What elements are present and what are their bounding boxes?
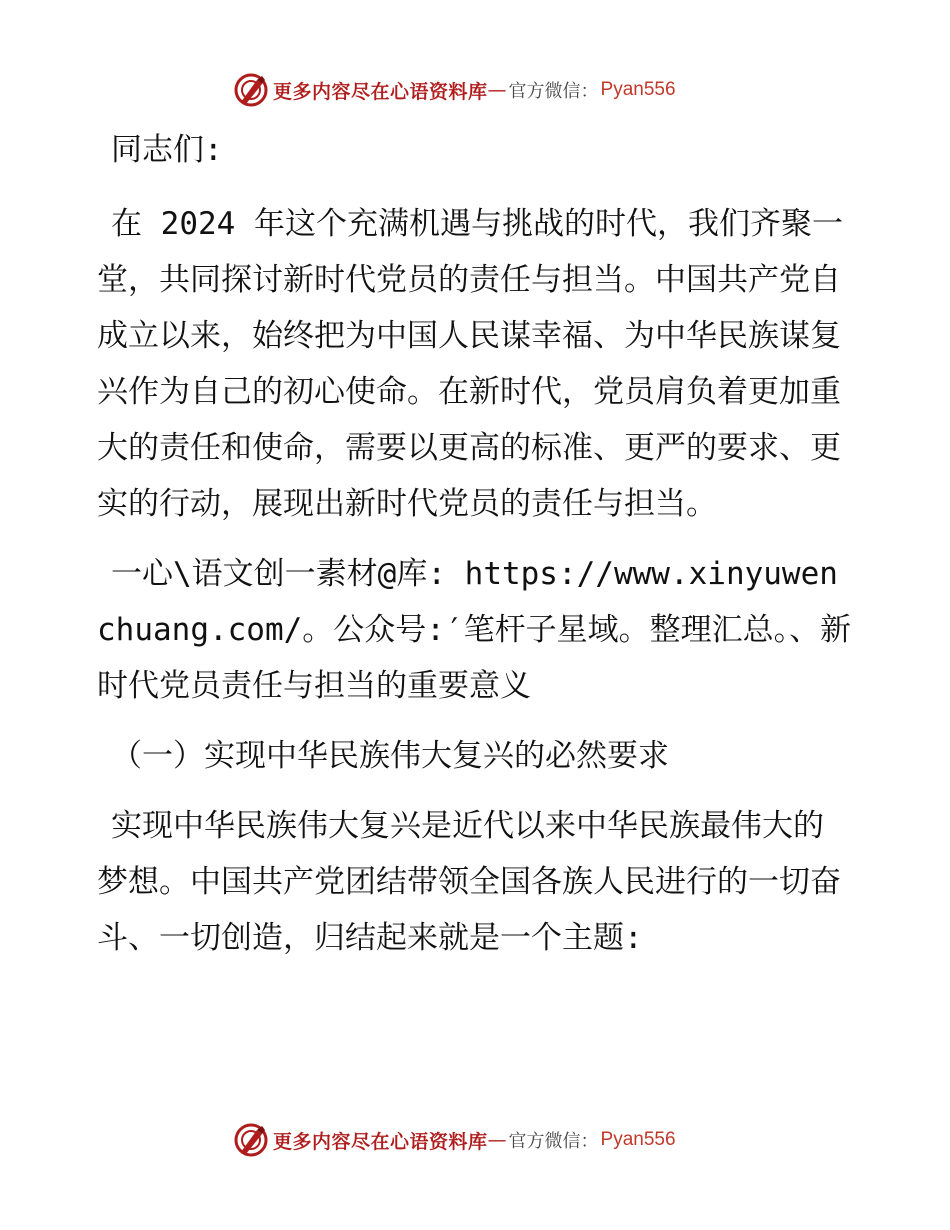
paragraph-intro: 在 2024 年这个充满机遇与挑战的时代，我们齐聚一堂，共同探讨新时代党员的责任与担当。中国共产党自成立以来，始终把为中国人民谋幸福、为中华民族谋复兴作为自己的初心使命。在新时代，党员肩负着更加重大的责任和使命，需要以更高的标准、更严的要求、更实的行动，展现出新时代党员的责任与担当。 xyxy=(97,206,843,522)
pen-nib-logo-icon xyxy=(233,72,269,108)
section-heading: （一）实现中华民族伟大复兴的必然要求 xyxy=(111,738,669,774)
banner-separator: — xyxy=(487,1129,507,1151)
banner-separator: — xyxy=(487,79,507,101)
banner-wechat-id: Pyan556 xyxy=(600,1129,676,1150)
footer-watermark-banner xyxy=(233,1120,676,1160)
banner-label: 官方微信： xyxy=(508,1131,599,1152)
banner-wechat-id: Pyan556 xyxy=(600,79,676,100)
banner-text: 更多内容尽在心语资料库 xyxy=(273,1130,488,1153)
header-watermark-banner xyxy=(233,70,676,110)
document-body xyxy=(97,122,852,980)
paragraph-source-note: 一心\语文创一素材@库: https://www.xinyuwenchuang.com/。公众号:′笔杆子星域。整理汇总。、新时代党员责任与担当的重要意义 xyxy=(97,556,852,704)
paragraph-body: 实现中华民族伟大复兴是近代以来中华民族最伟大的梦想。中国共产党团结带领全国各族人民进行的一切奋斗、一切创造，归结起来就是一个主题: xyxy=(97,808,841,956)
salutation: 同志们: xyxy=(111,132,223,168)
pen-nib-logo-icon xyxy=(233,1122,269,1158)
banner-text: 更多内容尽在心语资料库 xyxy=(273,80,488,103)
banner-label: 官方微信： xyxy=(508,81,599,102)
